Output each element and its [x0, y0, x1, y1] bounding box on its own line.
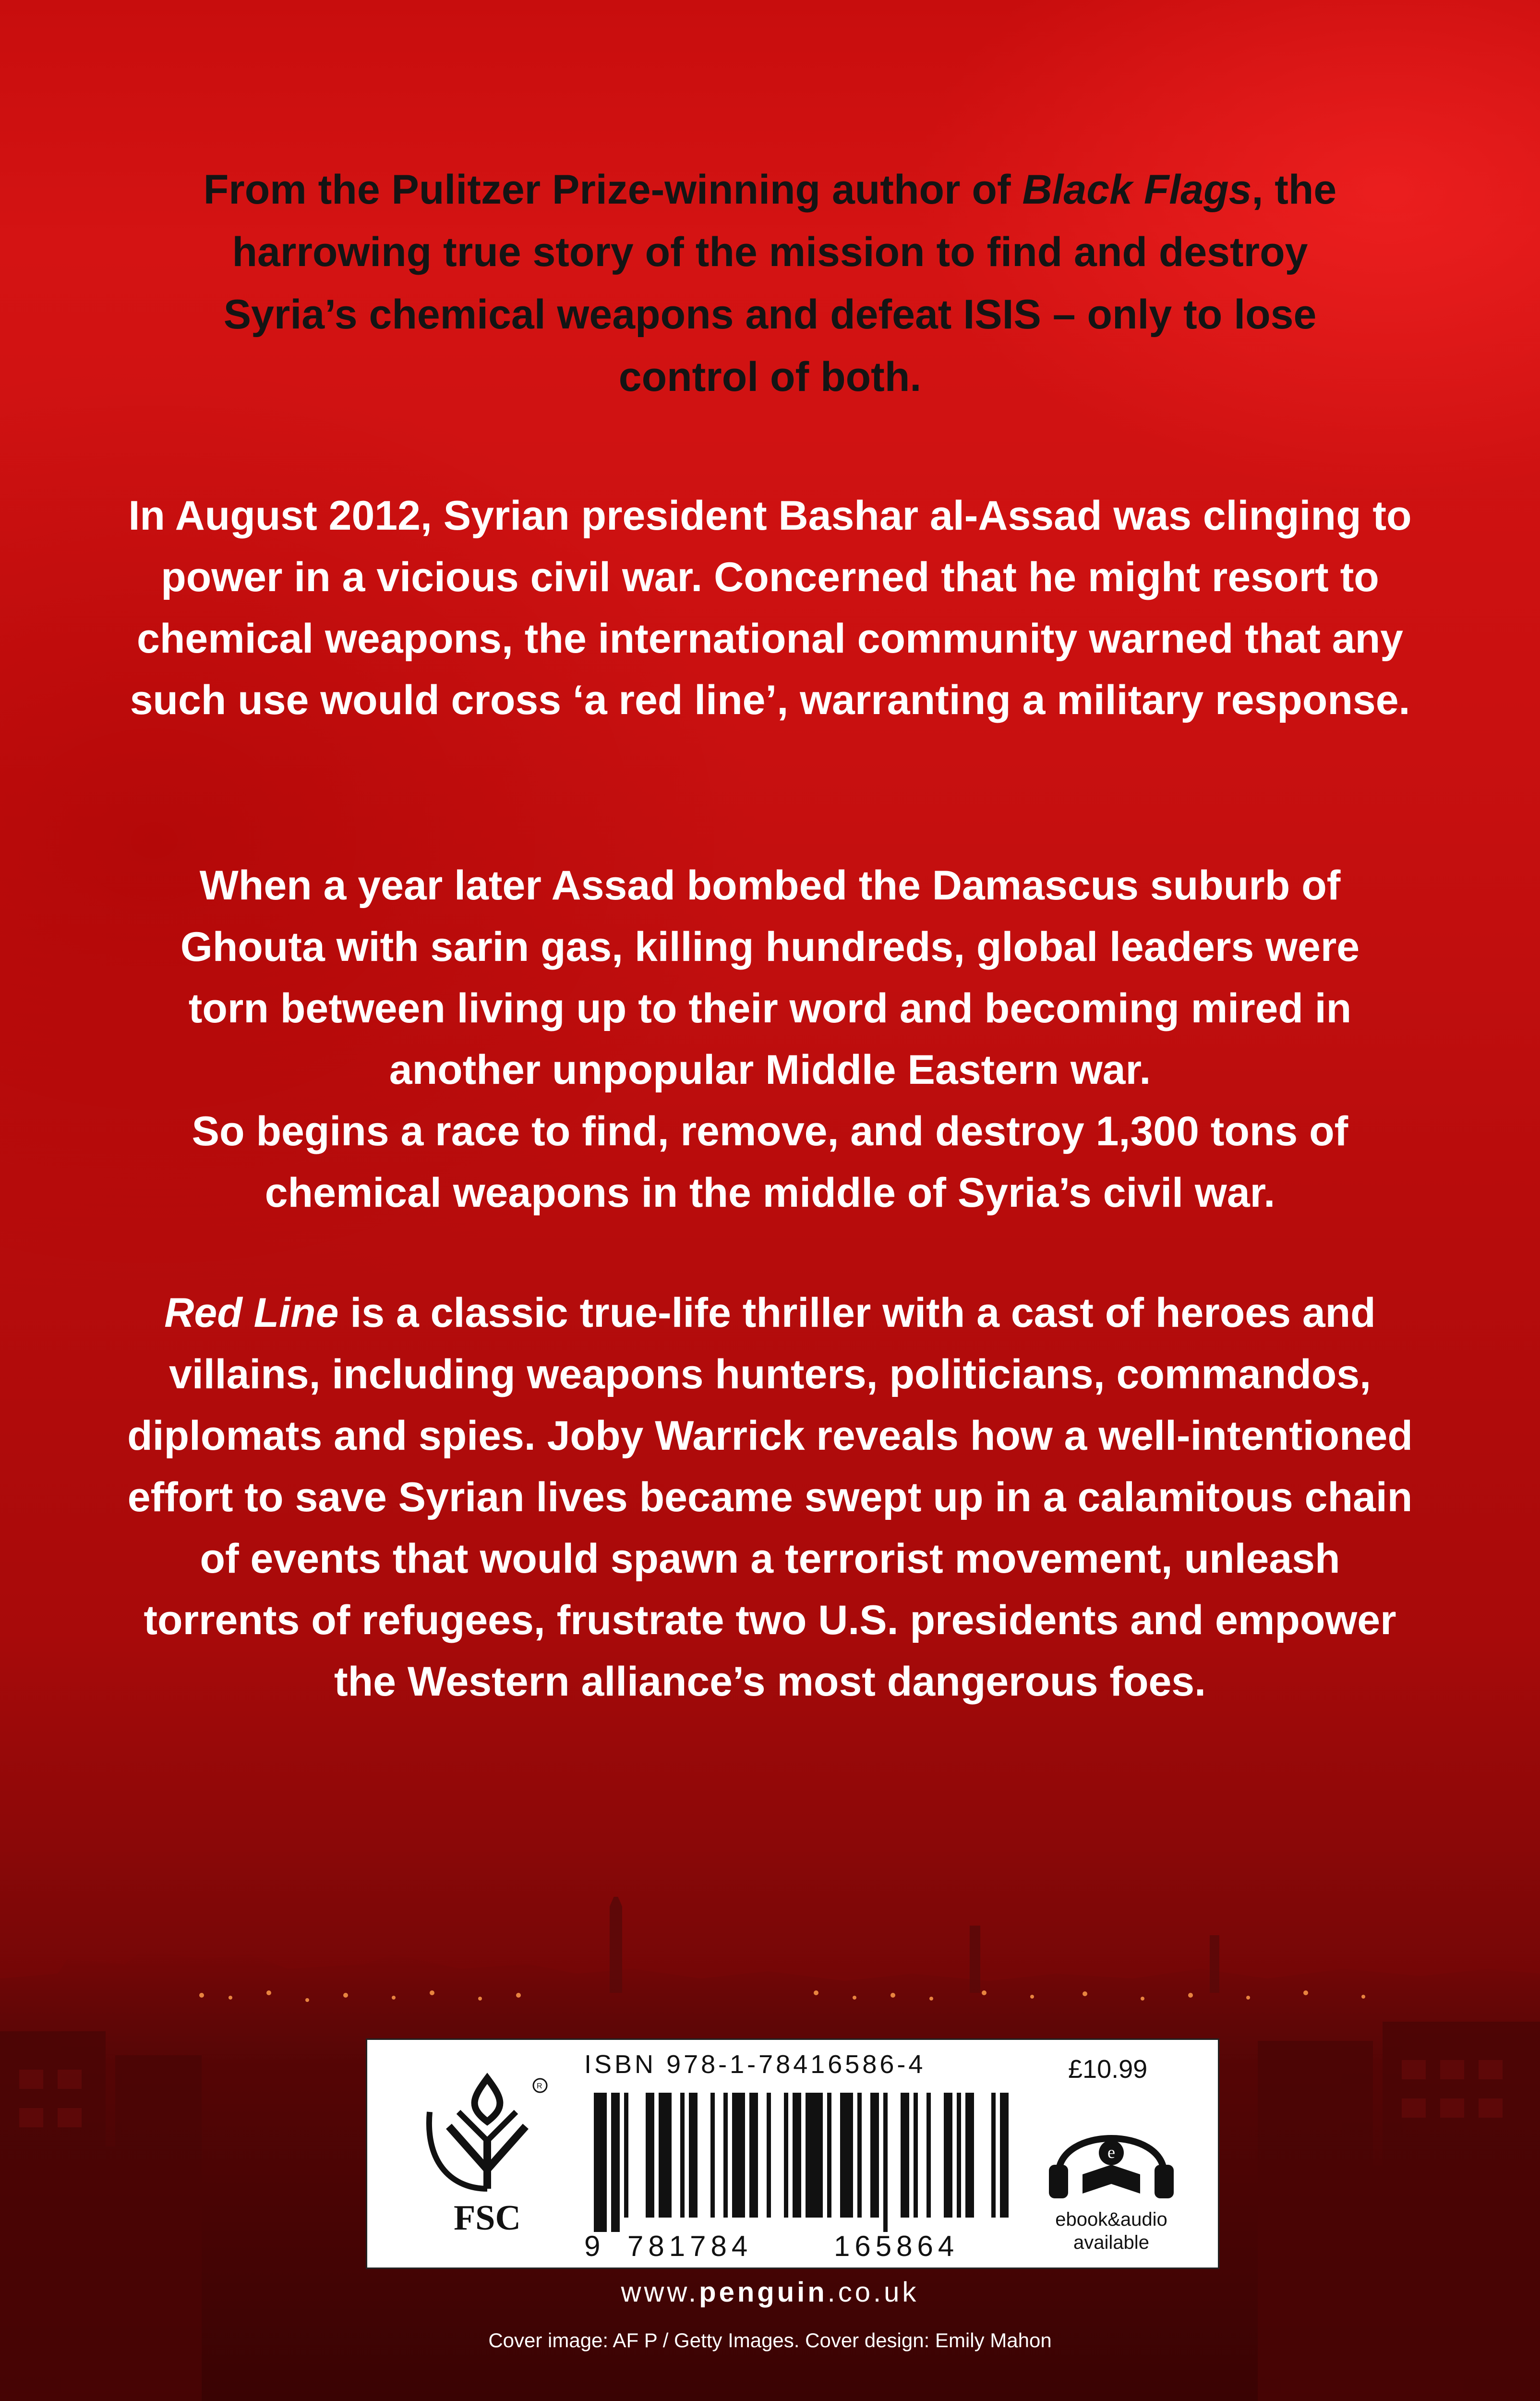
barcode-bar	[680, 2093, 685, 2218]
barcode-digits-group1: 781784	[627, 2230, 753, 2262]
barcode-bar	[914, 2093, 918, 2218]
website-suffix: .co.uk	[827, 2277, 919, 2308]
barcode-bar	[827, 2093, 831, 2218]
barcode-bar	[883, 2093, 888, 2232]
barcode-bar	[767, 2093, 771, 2218]
paragraph-3	[96, 1282, 1444, 1712]
barcode-bar	[793, 2093, 801, 2218]
fsc-logo-icon	[415, 2069, 559, 2242]
barcode-bar	[957, 2093, 961, 2218]
barcode-bar	[646, 2093, 654, 2218]
paragraph-2b-text: So begins a race to find, remove, and destroy 1,300 tons of chemical weapons in the middle of Syria’s civil war.	[192, 1108, 1348, 1216]
cover-credits: Cover image: AF P / Getty Images. Cover design: Emily Mahon	[488, 2329, 1052, 2352]
paragraph-1	[96, 485, 1444, 731]
barcode-bar	[659, 2093, 672, 2218]
ebook-audio-headphones-icon	[1039, 2107, 1183, 2203]
barcode-bar	[732, 2093, 745, 2218]
paragraph-2	[96, 855, 1444, 1224]
paragraph-3-rest: is a classic true-life thriller with a cast of heroes and villains, including weapons hunters, politicians, commandos, diplomats and spies. Joby Warrick reveals how a well-intentioned effort to save Syrian lives became swept up in a calamitous chain of events that would spawn a terrorist movement, unleash torrents of refugees, frustrate two U.S. presidents and empower the Western alliance’s most dangerous foes.	[127, 1290, 1413, 1705]
barcode-bar	[710, 2093, 715, 2218]
barcode-panel	[366, 2038, 1219, 2269]
svg-text:R: R	[537, 2082, 542, 2090]
barcode-digits-group2: 165864	[834, 2230, 959, 2262]
intro-book-title: Black Flags	[1022, 167, 1252, 213]
barcode-bar	[901, 2093, 909, 2218]
intro-line1-prefix: From the Pulitzer Prize-winning author of	[203, 167, 1023, 213]
barcode-bar	[1000, 2093, 1009, 2218]
ebook-label-line1: ebook&audio	[1055, 2209, 1167, 2230]
barcode-bar	[870, 2093, 879, 2218]
price-label: £10.99	[1068, 2055, 1148, 2084]
intro-line1-suffix: ,	[1251, 167, 1263, 213]
barcode-digit-lead: 9	[584, 2230, 601, 2262]
isbn-label: ISBN 978-1-78416586-4	[584, 2050, 926, 2079]
barcode-bar	[944, 2093, 952, 2218]
intro-text	[170, 158, 1370, 408]
ebook-audio-label	[1030, 2208, 1193, 2254]
paragraph-3-text	[117, 1282, 1423, 1712]
barcode-bar	[689, 2093, 698, 2218]
barcode-bar	[926, 2093, 931, 2218]
barcode-bar	[806, 2093, 823, 2218]
fsc-label: FSC	[454, 2198, 521, 2238]
ebook-label-line2: available	[1073, 2232, 1149, 2253]
barcode-bar	[840, 2093, 853, 2218]
paragraph-3-book-title: Red Line	[164, 1290, 339, 1336]
barcode-bar	[723, 2093, 728, 2218]
barcode-image	[584, 2093, 1026, 2232]
barcode-bar	[857, 2093, 862, 2218]
barcode-bar	[624, 2093, 628, 2218]
barcode-bar	[611, 2093, 620, 2232]
paragraph-2a-text: When a year later Assad bombed the Damascus suburb of Ghouta with sarin gas, killing hundreds, global leaders were torn between living up to their word and becoming mired in another unpopular Middle Eastern war.	[180, 862, 1360, 1093]
website-brand: penguin	[699, 2277, 828, 2308]
barcode-bar	[749, 2093, 758, 2218]
barcode-bar	[965, 2093, 974, 2218]
barcode-bar	[594, 2093, 607, 2232]
intro-rest: the harrowing true story of the mission to find and destroy Syria’s chemical weapons and defeat ISIS – only to lose control of both.	[223, 167, 1337, 400]
intro-blurb	[96, 158, 1444, 408]
paragraph-1-text: In August 2012, Syrian president Bashar al-Assad was clinging to power in a vicious civil war. Concerned that he might resort to chemical weapons, the international community warned that any such use would cross ‘a red line’, warranting a military response.	[128, 493, 1412, 723]
svg-text:e: e	[1107, 2143, 1115, 2162]
barcode-bar	[784, 2093, 788, 2218]
publisher-website[interactable]	[0, 2276, 1540, 2308]
website-prefix: www.	[621, 2277, 699, 2308]
barcode-bar	[991, 2093, 996, 2218]
